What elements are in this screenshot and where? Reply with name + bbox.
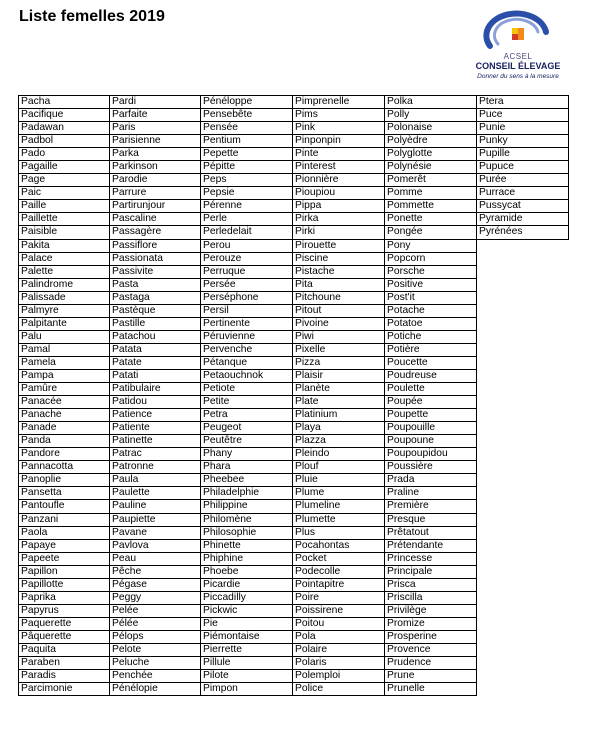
table-cell: Pleindo [292,447,385,461]
table-cell: Paulette [109,486,201,500]
table-cell: Palette [18,265,110,279]
table-cell: Parrure [109,186,201,200]
table-cell: Pixelle [292,343,385,357]
table-cell: Petite [200,395,293,409]
table-cell: Paillette [18,212,110,226]
table-cell: Podecolle [292,565,385,579]
table-cell: Prune [384,669,477,683]
table-cell: Pannacotta [18,460,110,474]
table-cell: Polyèdre [384,134,477,148]
table-cell: Pita [292,278,385,292]
table-cell: Poupoupidou [384,447,477,461]
table-cell: Polonaise [384,121,477,135]
table-cell: Pépitte [200,160,293,174]
table-cell: Peps [200,173,293,187]
table-cell: Parkinson [109,160,201,174]
table-cell: Potache [384,304,477,318]
table-cell: Palindrome [18,278,110,292]
table-cell: Priscilla [384,591,477,605]
table-cell: Passagère [109,225,201,239]
table-cell: Pistache [292,265,385,279]
table-cell: Post'it [384,291,477,305]
table-cell: Pizza [292,356,385,370]
table-cell: Panoplie [18,473,110,487]
table-cell: Pirka [292,212,385,226]
table-cell: Patate [109,356,201,370]
table-cell: Pagaille [18,160,110,174]
table-cell: Principale [384,565,477,579]
table-cell: Perruque [200,265,293,279]
table-cell: Première [384,499,477,513]
table-cell: Plume [292,486,385,500]
table-cell: Perou [200,239,293,253]
table-cell: Pomerêt [384,173,477,187]
table-cell: Papyrus [18,604,110,618]
table-cell: Perséphone [200,291,293,305]
table-cell: Police [292,682,385,696]
table-cell: Petaouchnok [200,369,293,383]
table-cell: Papillotte [18,578,110,592]
table-cell: Prisca [384,578,477,592]
table-cell: Pierrette [200,643,293,657]
table-cell: Panda [18,434,110,448]
table-cell: Pélops [109,630,201,644]
table-cell: Prada [384,473,477,487]
table-cell: Patachou [109,330,201,344]
table-cell: Pimpon [200,682,293,696]
table-cell: Pavane [109,526,201,540]
table-cell: Plazza [292,434,385,448]
table-cell: Paic [18,186,110,200]
table-cell: Philosophie [200,526,293,540]
table-cell: Pepette [200,147,293,161]
table-cell: Phoebe [200,565,293,579]
table-cell: Peau [109,552,201,566]
table-cell: Privilège [384,604,477,618]
table-cell: Porsche [384,265,477,279]
table-cell: Passionata [109,252,201,266]
acsel-logo [468,10,568,90]
table-cell: Pola [292,630,385,644]
table-cell: Pelée [109,604,201,618]
table-cell: Pentium [200,134,293,148]
table-cell: Polaire [292,643,385,657]
table-cell: Piccadilly [200,591,293,605]
table-cell: Paupiette [109,513,201,527]
logo-slogan: Donner du sens à la mesure [477,73,559,80]
table-cell: Pégase [109,578,201,592]
table-cell: Phinette [200,539,293,553]
table-cell: Plus [292,526,385,540]
table-cell: Praline [384,486,477,500]
table-column [384,95,477,696]
table-cell: Poupouille [384,421,477,435]
table-cell: Pavlova [109,539,201,553]
table-cell: Patiente [109,421,201,435]
table-cell: Palissade [18,291,110,305]
table-cell: Prosperine [384,630,477,644]
table-cell: Pauline [109,499,201,513]
table-cell: Pervenche [200,343,293,357]
table-cell: Potiche [384,330,477,344]
table-cell: Piémontaise [200,630,293,644]
table-cell: Provence [384,643,477,657]
table-cell: Pongée [384,225,477,239]
table-cell: Padawan [18,121,110,135]
table-cell: Paquerette [18,617,110,631]
table-cell: Purée [476,173,569,187]
table-cell: Poissirene [292,604,385,618]
table-cell: Phiphine [200,552,293,566]
table-cell: Pupuce [476,160,569,174]
table-cell: Pitout [292,304,385,318]
table-cell: Pony [384,239,477,253]
table-cell: Palace [18,252,110,266]
table-cell: Punie [476,121,569,135]
table-cell: Pilote [200,669,293,683]
logo-acronym: ACSEL [503,52,533,61]
table-column [18,95,110,696]
table-cell: Patience [109,408,201,422]
table-cell: Péruvienne [200,330,293,344]
table-cell: Piscine [292,252,385,266]
table-cell: Paula [109,473,201,487]
table-cell: Passiflore [109,239,201,253]
table-cell: Phara [200,460,293,474]
table-cell: Pastaga [109,291,201,305]
table-cell: Pertinente [200,317,293,331]
table-cell: Pérenne [200,199,293,213]
table-cell: Pluie [292,473,385,487]
table-cell: Pimprenelle [292,95,385,109]
table-cell: Poupoune [384,434,477,448]
table-cell: Perouze [200,252,293,266]
table-cell: Pocahontas [292,539,385,553]
table-cell: Patronne [109,460,201,474]
table-cell: Polka [384,95,477,109]
table-cell: Petra [200,408,293,422]
table-cell: Philomène [200,513,293,527]
table-cell: Palu [18,330,110,344]
table-cell: Papeete [18,552,110,566]
table-cell: Pétanque [200,356,293,370]
table-cell: Planète [292,382,385,396]
table-cell: Penchée [109,669,201,683]
table-cell: Pie [200,617,293,631]
table-cell: Pyrénées [476,225,569,239]
table-cell: Poussière [384,460,477,474]
table-cell: Peluche [109,656,201,670]
table-cell: Prudence [384,656,477,670]
table-cell: Pomme [384,186,477,200]
table-cell: Patibulaire [109,382,201,396]
table-cell: Pénéloppe [200,95,293,109]
table-cell: Partirunjour [109,199,201,213]
table-cell: Pointapitre [292,578,385,592]
table-cell: Pitchoune [292,291,385,305]
table-cell: Prétendante [384,539,477,553]
table-cell: Pupille [476,147,569,161]
table-cell: Patrac [109,447,201,461]
table-cell: Persée [200,278,293,292]
table-cell: Prêtatout [384,526,477,540]
table-cell: Plouf [292,460,385,474]
table-cell: Prunelle [384,682,477,696]
table-cell: Philadelphie [200,486,293,500]
table-cell: Parisienne [109,134,201,148]
table-cell: Pippa [292,199,385,213]
table-cell: Pims [292,108,385,122]
table-cell: Plate [292,395,385,409]
table-cell: Patinette [109,434,201,448]
table-cell: Peugeot [200,421,293,435]
table-cell: Persil [200,304,293,318]
table-cell: Pélée [109,617,201,631]
table-cell: Parodie [109,173,201,187]
table-cell: Panacée [18,395,110,409]
table-cell: Patidou [109,395,201,409]
table-cell: Pinte [292,147,385,161]
table-cell: Polemploi [292,669,385,683]
table-cell: Panache [18,408,110,422]
table-cell: Plaisir [292,369,385,383]
table-cell: Pamal [18,343,110,357]
table-cell: Perle [200,212,293,226]
table-cell: Pommette [384,199,477,213]
table-cell: Ponette [384,212,477,226]
table-cell: Pickwic [200,604,293,618]
table-cell: Poudreuse [384,369,477,383]
table-cell: Paris [109,121,201,135]
table-cell: Palmyre [18,304,110,318]
table-cell: Poupette [384,408,477,422]
table-cell: Pastèque [109,304,201,318]
table-column [476,95,569,240]
table-cell: Philippine [200,499,293,513]
table-cell: Puce [476,108,569,122]
table-cell: Parfaite [109,108,201,122]
table-cell: Palpitante [18,317,110,331]
table-cell: Paola [18,526,110,540]
logo-name: CONSEIL ÉLEVAGE [475,61,561,71]
table-cell: Parcimonie [18,682,110,696]
table-cell: Pyramide [476,212,569,226]
table-cell: Padbol [18,134,110,148]
table-cell: Poucette [384,356,477,370]
table-cell: Pussycat [476,199,569,213]
table-cell: Playa [292,421,385,435]
table-cell: Platinium [292,408,385,422]
table-cell: Pascaline [109,212,201,226]
page-title: Liste femelles 2019 [19,8,165,25]
table-column [292,95,385,696]
table-cell: Polly [384,108,477,122]
table-cell: Piwi [292,330,385,344]
table-cell: Pinterest [292,160,385,174]
table-cell: Pampa [18,369,110,383]
table-cell: Pakita [18,239,110,253]
table-cell: Pénélopie [109,682,201,696]
table-cell: Pink [292,121,385,135]
table-cell: Purrace [476,186,569,200]
table-cell: Pasta [109,278,201,292]
table-cell: Paprika [18,591,110,605]
table-cell: Petiote [200,382,293,396]
table-cell: Pionnière [292,173,385,187]
table-cell: Panzani [18,513,110,527]
table-cell: Pheebee [200,473,293,487]
table-cell: Pirouette [292,239,385,253]
table-cell: Pensée [200,121,293,135]
table-cell: Pirki [292,225,385,239]
table-cell: Pâquerette [18,630,110,644]
table-cell: Presque [384,513,477,527]
table-cell: Passivite [109,265,201,279]
table-cell: Pacifique [18,108,110,122]
table-cell: Peggy [109,591,201,605]
table-column [200,95,293,696]
table-cell: Patati [109,369,201,383]
table-cell: Pepsie [200,186,293,200]
table-cell: Papillon [18,565,110,579]
table-cell: Pivoine [292,317,385,331]
table-cell: Phany [200,447,293,461]
table-cell: Promize [384,617,477,631]
table-cell: Pantoufle [18,499,110,513]
table-cell: Pinponpin [292,134,385,148]
table-cell: Pensebête [200,108,293,122]
table-cell: Pandore [18,447,110,461]
table-cell: Punky [476,134,569,148]
table-cell: Pardi [109,95,201,109]
table-cell: Positive [384,278,477,292]
table-cell: Potière [384,343,477,357]
table-cell: Pansetta [18,486,110,500]
table-column [109,95,201,696]
table-cell: Pado [18,147,110,161]
table-cell: Pioupiou [292,186,385,200]
table-cell: Princesse [384,552,477,566]
table-cell: Parka [109,147,201,161]
table-cell: Poupée [384,395,477,409]
table-cell: Papaye [18,539,110,553]
table-cell: Paradis [18,669,110,683]
table-cell: Polynésie [384,160,477,174]
table-cell: Pamela [18,356,110,370]
table-cell: Plumeline [292,499,385,513]
table-cell: Pocket [292,552,385,566]
table-cell: Potatoe [384,317,477,331]
table-cell: Perledelait [200,225,293,239]
table-cell: Paisible [18,225,110,239]
table-cell: Ptera [476,95,569,109]
table-cell: Polyglotte [384,147,477,161]
table-cell: Pacha [18,95,110,109]
table-cell: Peutêtre [200,434,293,448]
table-cell: Poulette [384,382,477,396]
table-cell: Pelote [109,643,201,657]
table-cell: Pastille [109,317,201,331]
table-cell: Pamûre [18,382,110,396]
table-cell: Picardie [200,578,293,592]
table-cell: Popcorn [384,252,477,266]
table-cell: Paille [18,199,110,213]
table-cell: Panade [18,421,110,435]
table-cell: Plumette [292,513,385,527]
table-cell: Paquita [18,643,110,657]
table-cell: Poire [292,591,385,605]
table-cell: Polaris [292,656,385,670]
table-cell: Patata [109,343,201,357]
table-cell: Paraben [18,656,110,670]
table-cell: Pillule [200,656,293,670]
table-cell: Poitou [292,617,385,631]
table-cell: Pêche [109,565,201,579]
table-cell: Page [18,173,110,187]
